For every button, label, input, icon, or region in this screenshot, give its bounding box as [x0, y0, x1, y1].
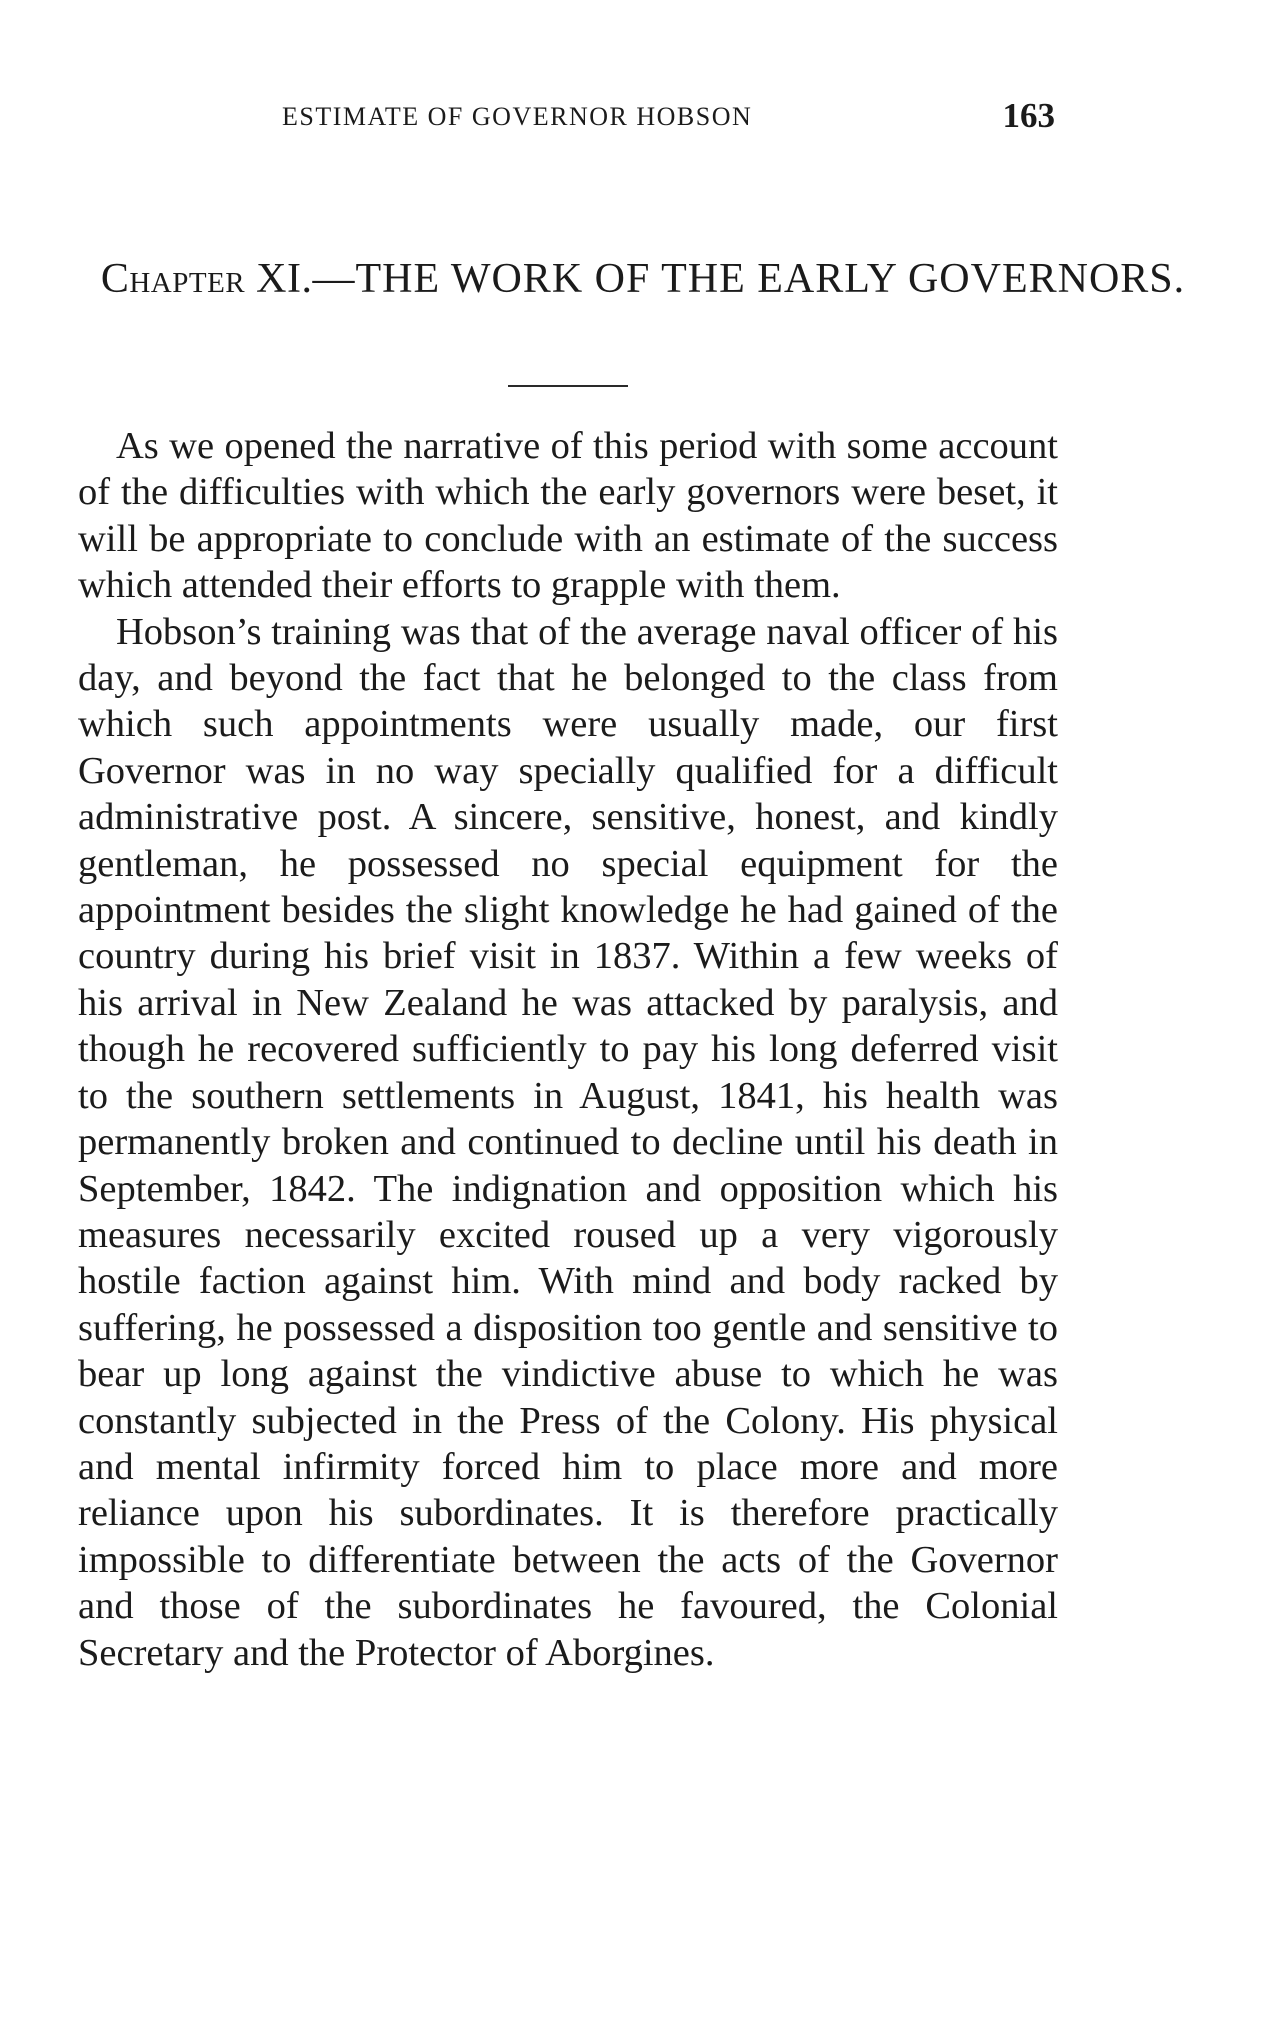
paragraph: As we opened the narrative of this period with some account of the difficulties with which the early governors were beset, it will be appropriate to conclude with an estimate of the success which attended their efforts to grapple with them. — [78, 425, 1058, 607]
heading-divider — [508, 385, 628, 387]
page-number: 163 — [1002, 96, 1055, 135]
body-text — [78, 423, 1058, 1676]
chapter-title: —THE WORK OF THE EARLY GOVERNORS. — [312, 256, 1186, 302]
chapter-heading — [100, 252, 1186, 306]
chapter-label: Chapter XI. — [100, 256, 313, 302]
running-head-title: ESTIMATE OF GOVERNOR HOBSON — [282, 102, 753, 131]
paragraph: Hobson’s training was that of the average naval officer of his day, and beyond the fact that he belonged to the class from which such appointments were usually made, our first Governor was in no way specially qualified for a difficult administrative post. A sincere, sensitive, honest, and kindly gentleman, he possessed no special equipment for the appointment besides the slight knowledge he had gained of the country during his brief visit in 1837. Within a few weeks of his arrival in New Zealand he was attacked by paralysis, and though he recovered sufficiently to pay his long deferred visit to the southern settlements in August, 1841, his health was permanently broken and continued to decline until his death in September, 1842. The indignation and opposition which his measures necessarily excited roused up a very vigorously hostile faction against him. With mind and body racked by suffering, he possessed a disposition too gentle and sensitive to bear up long against the vindictive abuse to which he was constantly subjected in the Press of the Colony. His physical and mental infirmity forced him to place more and more reliance upon his subordinates. It is therefore practically impossible to differentiate between the acts of the Governor and those of the subordinates he favoured, the Colonial Secretary and the Protector of Aborgines. — [78, 610, 1058, 1674]
running-head — [282, 96, 1062, 146]
